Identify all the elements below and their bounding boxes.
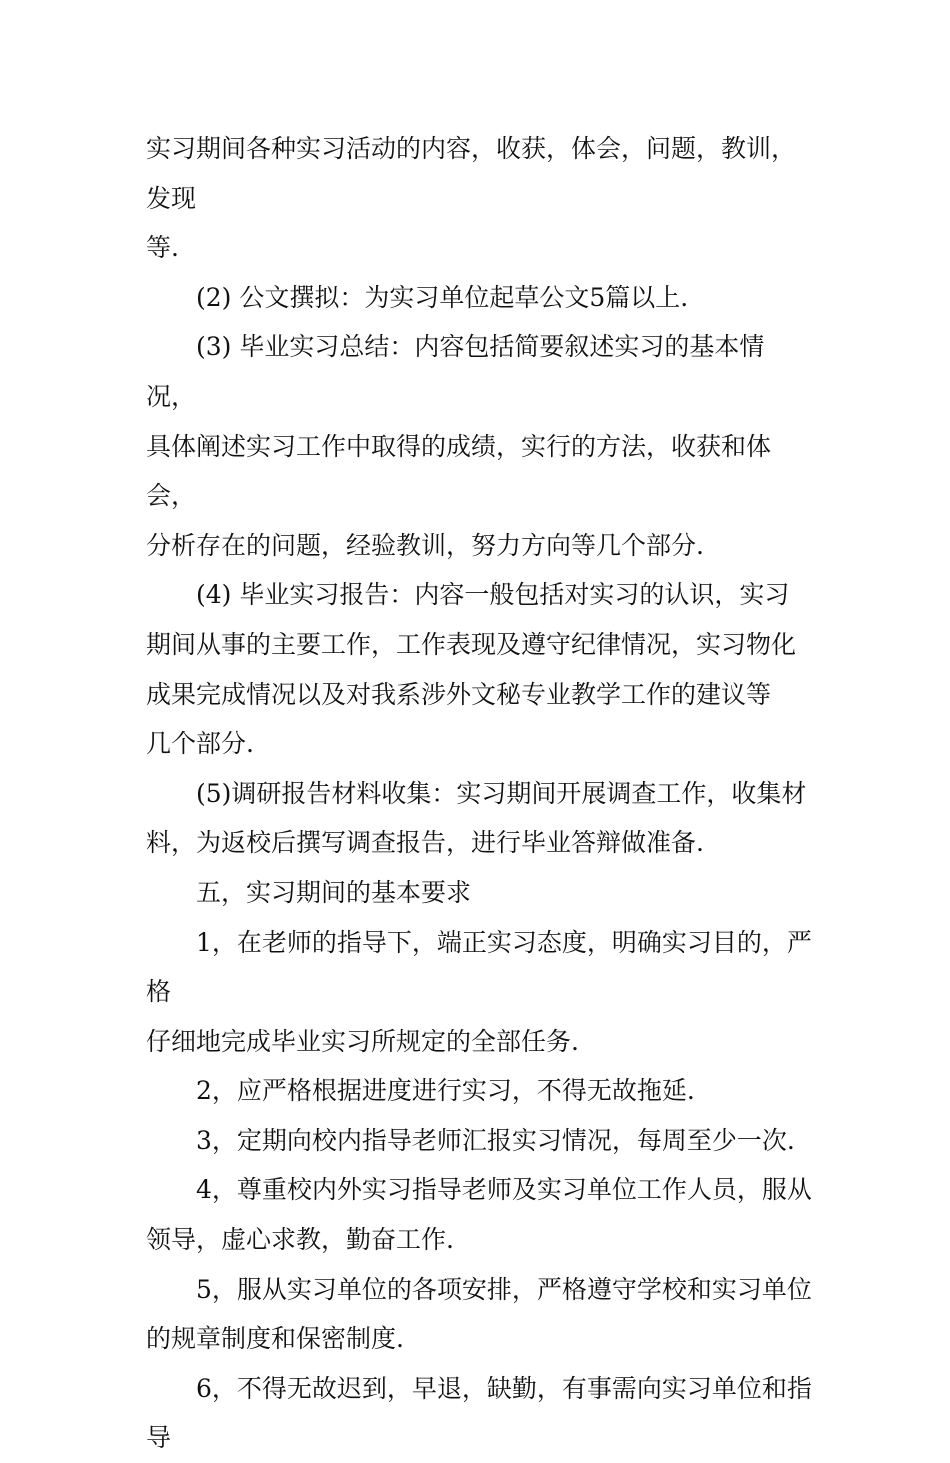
requirement-4: 4，尊重校内外实习指导老师及实习单位工作人员，服从 领导，虚心求教，勤奋工作. (146, 1175, 812, 1255)
document-body (146, 124, 812, 1463)
paragraph-item-5: (5)调研报告材料收集：实习期间开展调查工作，收集材 料，为返校后撰写调查报告，进行毕业答辩做准备. (146, 778, 807, 858)
paragraph-activities: 实习期间各种实习活动的内容，收获，体会，问题，教训，发现 等. (146, 134, 797, 263)
requirement-5: 5，服从实习单位的各项安排，严格遵守学校和实习单位 的规章制度和保密制度. (146, 1274, 812, 1354)
section-heading-requirements: 五，实习期间的基本要求 (146, 877, 472, 907)
requirement-3: 3，定期向校内指导老师汇报实习情况，每周至少一次. (146, 1125, 795, 1155)
paragraph-item-3: (3) 毕业实习总结：内容包括简要叙述实习的基本情况， 具体阐述实习工作中取得的成绩，实行的方法，收获和体会， 分析存在的问题，经验教训，努力方向等几个部分. (146, 332, 772, 560)
requirement-6: 6，不得无故迟到，早退，缺勤，有事需向实习单位和指导 (146, 1373, 812, 1453)
requirement-2: 2，应严格根据进度进行实习，不得无故拖延. (146, 1076, 695, 1106)
paragraph-item-2: (2) 公文撰拟：为实习单位起草公文5篇以上. (146, 282, 689, 312)
paragraph-item-4: (4) 毕业实习报告：内容一般包括对实习的认识，实习 期间从事的主要工作，工作表现及遵守纪律情况，实习物化 成果完成情况以及对我系涉外文秘专业教学工作的建议等 几个部分. (146, 580, 797, 759)
requirement-1: 1，在老师的指导下，端正实习态度，明确实习目的，严格 仔细地完成毕业实习所规定的全部任务. (146, 927, 812, 1056)
